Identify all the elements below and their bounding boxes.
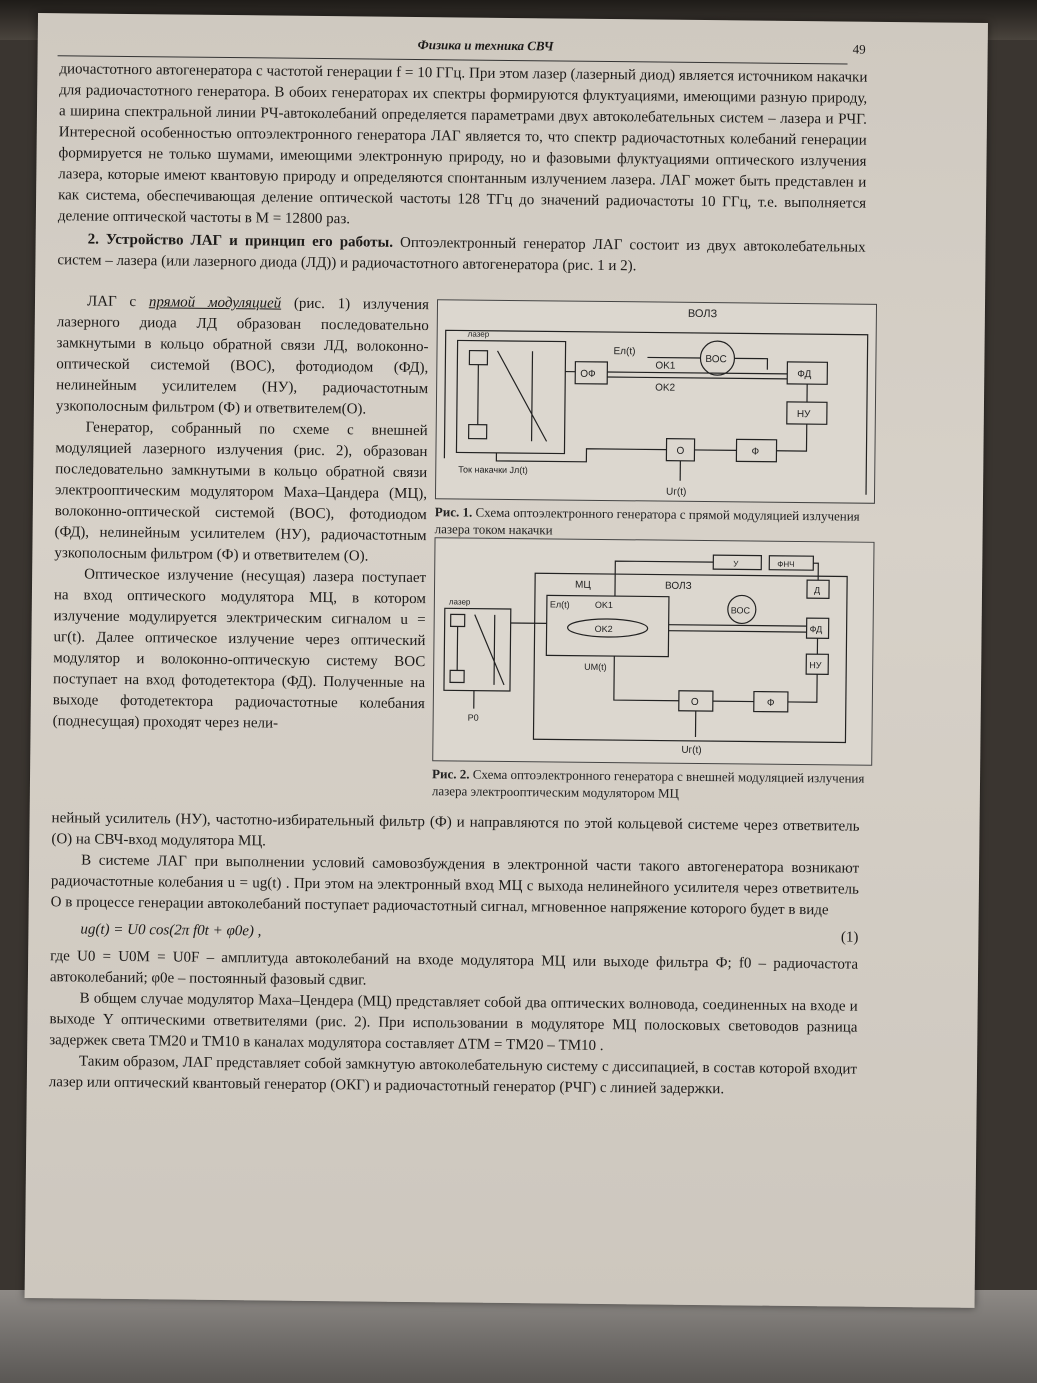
paragraph-external-mod: Генератор, собранный по схеме с внешней модуляцией лазерного излучения (рис. 2), образован последовательно замкнутыми в кольцо обратной связи электрооптическим модулятором Маха–Цандера (МЦ), волоконно-оптической системой (ВОС), фотодиодом (ФД), нелинейным усилителем (НУ), радиочастотным узкополосным фильтром (Ф) и ответвителем (О).	[54, 419, 428, 565]
fig1-f-label: Ф	[751, 446, 760, 458]
figure-1-svg	[436, 300, 876, 503]
p1-emphasis: прямой модуляцией	[148, 294, 282, 312]
fig2-out-label: Uг(t)	[681, 744, 702, 757]
book-page	[25, 13, 988, 1308]
fig2-fch-label: ФНЧ	[777, 559, 795, 569]
paragraph-where: где U0 = U0M = U0F – амплитуда автоколебаний на входе модулятора МЦ или выходе фильтра Ф; f0 – радиочастота автоколебаний; φ0e – постоянный фазовый сдвиг.	[49, 948, 859, 989]
fig1-voc-label: ВОС	[705, 354, 727, 366]
fig1-ok2-label: OK2	[655, 382, 676, 394]
fig1-caption-text: Схема оптоэлектронного генератора с прямой модуляцией излучения лазера током накачки	[434, 504, 860, 538]
figure-1-diagram	[435, 299, 877, 504]
header-title: Физика и техника СВЧ	[417, 37, 554, 54]
left-column	[52, 291, 429, 736]
laser-box	[456, 340, 565, 453]
fig2-ok1-label: OK1	[594, 599, 613, 611]
fig2-o-label: О	[690, 696, 699, 708]
figure-2-svg	[433, 538, 873, 765]
p1-text-a: ЛАГ с	[86, 293, 149, 311]
paragraph-mach-zehnder: В общем случае модулятор Маха–Цендера (МЦ) представляет собой два оптических волновода, соединенных на входе и выходе Y оптическими ответвителями (рис. 2). При использовании в модуляторе МЦ полосковых световодов разница задержек света TМ20 и TМ10 в каналах модулятора составляет ΔTМ = TМ20 – TМ10 .	[49, 990, 858, 1055]
fig1-nu-label: НУ	[796, 408, 811, 421]
paragraph-continuation: нейный усилитель (НУ), частотно-избирательный фильтр (Ф) и направляются по этой кольцевой системе через ответвитель (О) на СВЧ-вход модулятора МЦ.	[51, 810, 860, 850]
section-paragraph	[57, 229, 865, 279]
fig1-of-label: ОФ	[580, 368, 596, 380]
fig2-mc-label: МЦ	[575, 579, 591, 591]
equation-1-number: (1)	[840, 929, 859, 946]
fig1-volz-label: ВОЛЗ	[687, 307, 718, 321]
section-heading: 2. Устройство ЛАГ и принцип его работы.	[87, 231, 394, 251]
figure-2-caption	[432, 765, 872, 804]
figure-1-caption	[435, 503, 875, 542]
paragraph-self-excitation: В системе ЛАГ при выполнении условий самовозбуждения в электронной части такого автогенератора возникают радиочастотные колебания u = ug(t) . При этом на электронный вход МЦ с выхода нелинейного усилителя через ответвитель О в процессе генерации автоколебаний поступает радиочастотный сигнал, мгновенное напряжение которого будет в виде	[50, 852, 860, 919]
fig2-laser-label: лазер	[448, 597, 471, 607]
fig2-p-label: Р0	[467, 712, 479, 723]
section-lead: Оптоэлектронный генератор ЛАГ состоит из двух автоколебательных систем – лазера (или лазерного диода (ЛД)) и радиочастотного автогенератора (рис. 1 и 2).	[57, 234, 866, 275]
p1-text-b: (рис. 1) излучения лазерного диода ЛД образован последовательно замкнутыми в кольцо обратной связи ЛД, волоконно-оптической системой (ВОС), фотодиодом (ФД), нелинейным усилителем (НУ), радиочастотным узкополосным фильтром (Ф) и ответвителем(О).	[55, 295, 430, 418]
fig2-fd-label: ФД	[809, 624, 823, 635]
fig2-um-label: UМ(t)	[584, 661, 607, 673]
paragraph-conclusion: Таким образом, ЛАГ представляет собой замкнутую автоколебательную систему с диссипацией, в состав которой входит лазер или оптический квантовый генератор (ОКГ) и радиочастотный генератор (РЧГ) с линией задержки.	[48, 1053, 858, 1098]
fig2-y-label: У	[733, 559, 739, 569]
equation-1	[80, 920, 858, 949]
fig2-caption-text: Схема оптоэлектронного генератора с внешней модуляцией излучения лазера электрооптическим модулятором МЦ	[431, 766, 865, 801]
top-text-block	[57, 59, 867, 279]
fig1-o-label: О	[676, 445, 685, 457]
fig2-f-label: Ф	[766, 697, 775, 709]
figure-2-diagram	[432, 537, 874, 766]
fig2-caption-label: Рис. 2.	[432, 766, 470, 782]
paragraph-direct-mod	[56, 291, 429, 421]
fig1-ok1-label: OK1	[655, 360, 676, 372]
fig1-pump-label: Ток накачки Jл(t)	[458, 464, 528, 476]
equation-1-body: ug(t) = U0 cos(2π f0t + φ0e) ,	[80, 921, 262, 940]
fig1-laser-label: лазер	[467, 329, 490, 339]
page-number: 49	[852, 41, 866, 57]
fig2-nu-label: НУ	[809, 660, 822, 671]
lower-text-block	[49, 808, 860, 1101]
paragraph-optical: Оптическое излучение (несущая) лазера поступает на вход оптического модулятора МЦ, в котором излучение модулируется электрическим сигналом u = uг(t). Далее оптическое излучение через оптический модулятор и волоконно-оптическую систему ВОС поступает на вход фотодетектора (ФД). Полученные на выходе фотодетектора радиочастотные колебания (поднесущая) проходят через нели-	[52, 566, 427, 732]
fig2-voc-label: ВОС	[730, 605, 751, 616]
fig1-out-label: Uг(t)	[665, 486, 687, 498]
fig1-fd-label: ФД	[797, 368, 812, 381]
fig2-ok2-label: OK2	[594, 623, 613, 635]
fig2-volz-label: ВОЛЗ	[665, 580, 692, 592]
fig2-d-label: Д	[813, 585, 821, 596]
fig1-e-label: Eл(t)	[613, 346, 636, 358]
intro-paragraph: диочастотного автогенератора с частотой генерации f = 10 ГГц. При этом лазер (лазерный диод) является источником накачки для радиочастотного генератора. В обоих генераторах их спектры формируются флуктуациями, имеющими разную природу, а ширина спектральной линии РЧ-автоколебаний определяется параметрами двух автоколебательных систем – лазера и РЧГ. Интересной особенностью оптоэлектронного генератора ЛАГ является то, что спектр радиочастотных колебаний генерации формируется не только шумами, имеющими электронную природу, но и фазовыми флуктуациями оптического излучения лазера, которые имеют квантовую природу и определяются спонтанным излучением лазера. ЛАГ может быть представлен и как система, обеспечивающая деление оптической частоты 128 ТГц до значений радиочастоты 10 ГГц, т.е. выполняется деление оптической частоты в M = 12800 раз.	[57, 61, 868, 228]
fig2-e-label: Eл(t)	[549, 599, 570, 610]
fig1-caption-label: Рис. 1.	[434, 504, 473, 520]
